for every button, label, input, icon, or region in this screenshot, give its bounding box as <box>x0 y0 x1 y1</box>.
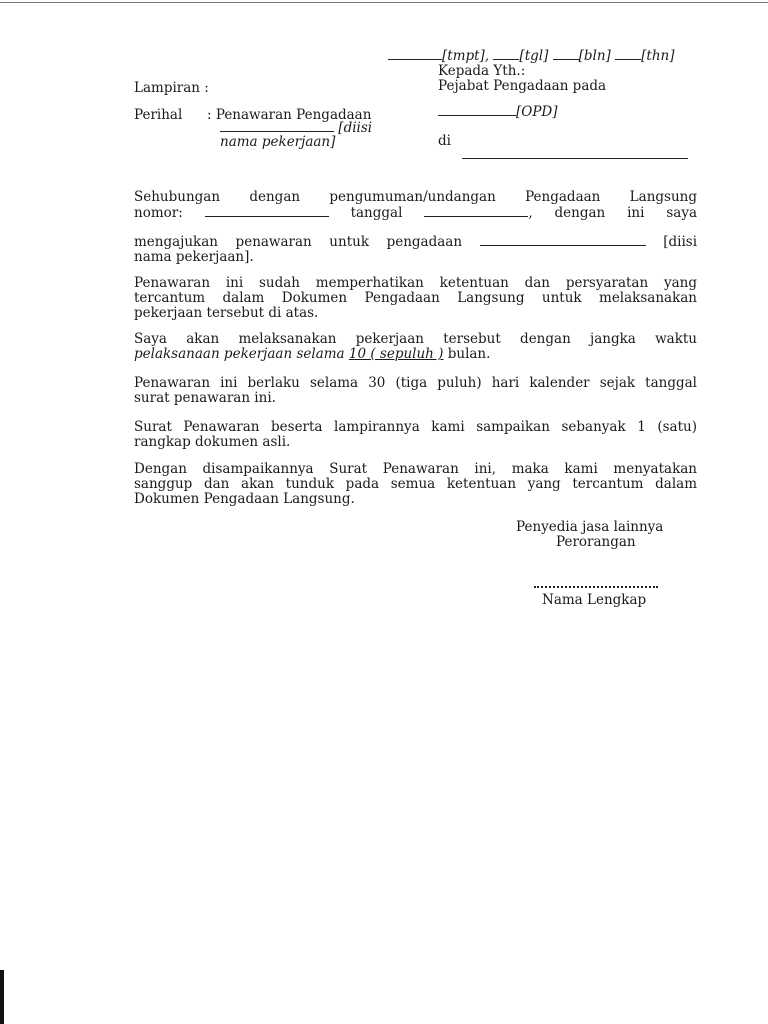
p5-line2: surat penawaran ini. <box>134 390 276 406</box>
opd-placeholder: [OPD] <box>516 104 558 120</box>
date-blank <box>493 48 519 60</box>
p3-line1: Penawaran ini sudah memperhatikan ketentuan dan persyaratan yang <box>134 275 697 291</box>
duration-value: 10 ( sepuluh ) <box>348 346 444 362</box>
lampiran-label: Lampiran : <box>134 80 209 96</box>
job-name-placeholder: nama pekerjaan] <box>220 134 336 150</box>
p2-text: mengajukan penawaran untuk pengadaan <box>134 234 463 250</box>
date-placeholder: [tgl] <box>519 48 549 64</box>
p2-line2: nama pekerjaan]. <box>134 249 254 265</box>
place-blank <box>388 48 442 60</box>
job-name-blank <box>220 120 334 132</box>
month-placeholder: [bln] <box>578 48 611 64</box>
paragraph-attachments <box>134 420 697 450</box>
p1-tanggal: tanggal <box>350 205 403 221</box>
diisi-placeholder: [diisi <box>338 120 373 136</box>
p7-line3: Dokumen Pengadaan Langsung. <box>134 491 355 507</box>
p1-nomor: nomor: <box>134 205 183 221</box>
p1-line2 <box>134 205 697 221</box>
paragraph-submission <box>134 234 697 265</box>
recipient-salutation: Kepada Yth.: <box>438 63 526 79</box>
year-blank <box>615 48 641 60</box>
signature-provider: Penyedia jasa lainnya <box>516 519 664 535</box>
p1-tail: , dengan ini saya <box>528 205 697 221</box>
place-placeholder: [tmpt], <box>442 48 490 64</box>
procurement-blank <box>480 234 646 246</box>
p4-pre: pelaksanaan pekerjaan selama <box>134 346 345 362</box>
opd-blank <box>438 104 516 116</box>
p3-line2: tercantum dalam Dokumen Pengadaan Langsung untuk melaksanakan <box>134 290 697 306</box>
p5-line1: Penawaran ini berlaku selama 30 (tiga puluh) hari kalender sejak tanggal <box>134 375 697 391</box>
p7-line2: sanggup dan akan tunduk pada semua ketentuan yang tercantum dalam <box>134 476 697 492</box>
scan-left-edge <box>0 970 4 1024</box>
perihal-value: : Penawaran Pengadaan <box>207 107 372 123</box>
p3-line3: pekerjaan tersebut di atas. <box>134 305 319 321</box>
p1-line1: Sehubungan dengan pengumuman/undangan Pengadaan Langsung <box>134 189 697 205</box>
paragraph-duration <box>134 332 697 362</box>
p6-line1: Surat Penawaran beserta lampirannya kami sampaikan sebanyak 1 (satu) <box>134 419 697 435</box>
signature-type: Perorangan <box>556 534 636 550</box>
paragraph-compliance <box>134 276 697 321</box>
p4-post: bulan. <box>443 346 491 362</box>
scan-top-edge <box>0 2 768 3</box>
paragraph-statement <box>134 462 697 507</box>
signature-line <box>534 574 658 588</box>
year-placeholder: [thn] <box>641 48 675 64</box>
date-line <box>388 48 675 64</box>
p4-line2 <box>134 346 490 362</box>
p7-line1: Dengan disampaikannya Surat Penawaran ini, maka kami menyatakan <box>134 461 697 477</box>
nomor-blank <box>205 205 329 217</box>
perihal-label: Perihal <box>134 107 183 123</box>
p4-line1: Saya akan melaksanakan pekerjaan tersebut dengan jangka waktu <box>134 331 697 347</box>
location-blank <box>462 158 688 159</box>
opd-line <box>438 104 558 120</box>
signature-name: Nama Lengkap <box>542 592 647 608</box>
paragraph-announcement <box>134 190 697 221</box>
tanggal-blank <box>424 205 528 217</box>
paragraph-validity <box>134 376 697 406</box>
month-blank <box>553 48 579 60</box>
p6-line2: rangkap dokumen asli. <box>134 434 291 450</box>
p2-line1 <box>134 234 697 250</box>
p2-diisi: [diisi <box>663 234 698 250</box>
recipient-di: di <box>438 133 451 149</box>
recipient-title: Pejabat Pengadaan pada <box>438 78 607 94</box>
